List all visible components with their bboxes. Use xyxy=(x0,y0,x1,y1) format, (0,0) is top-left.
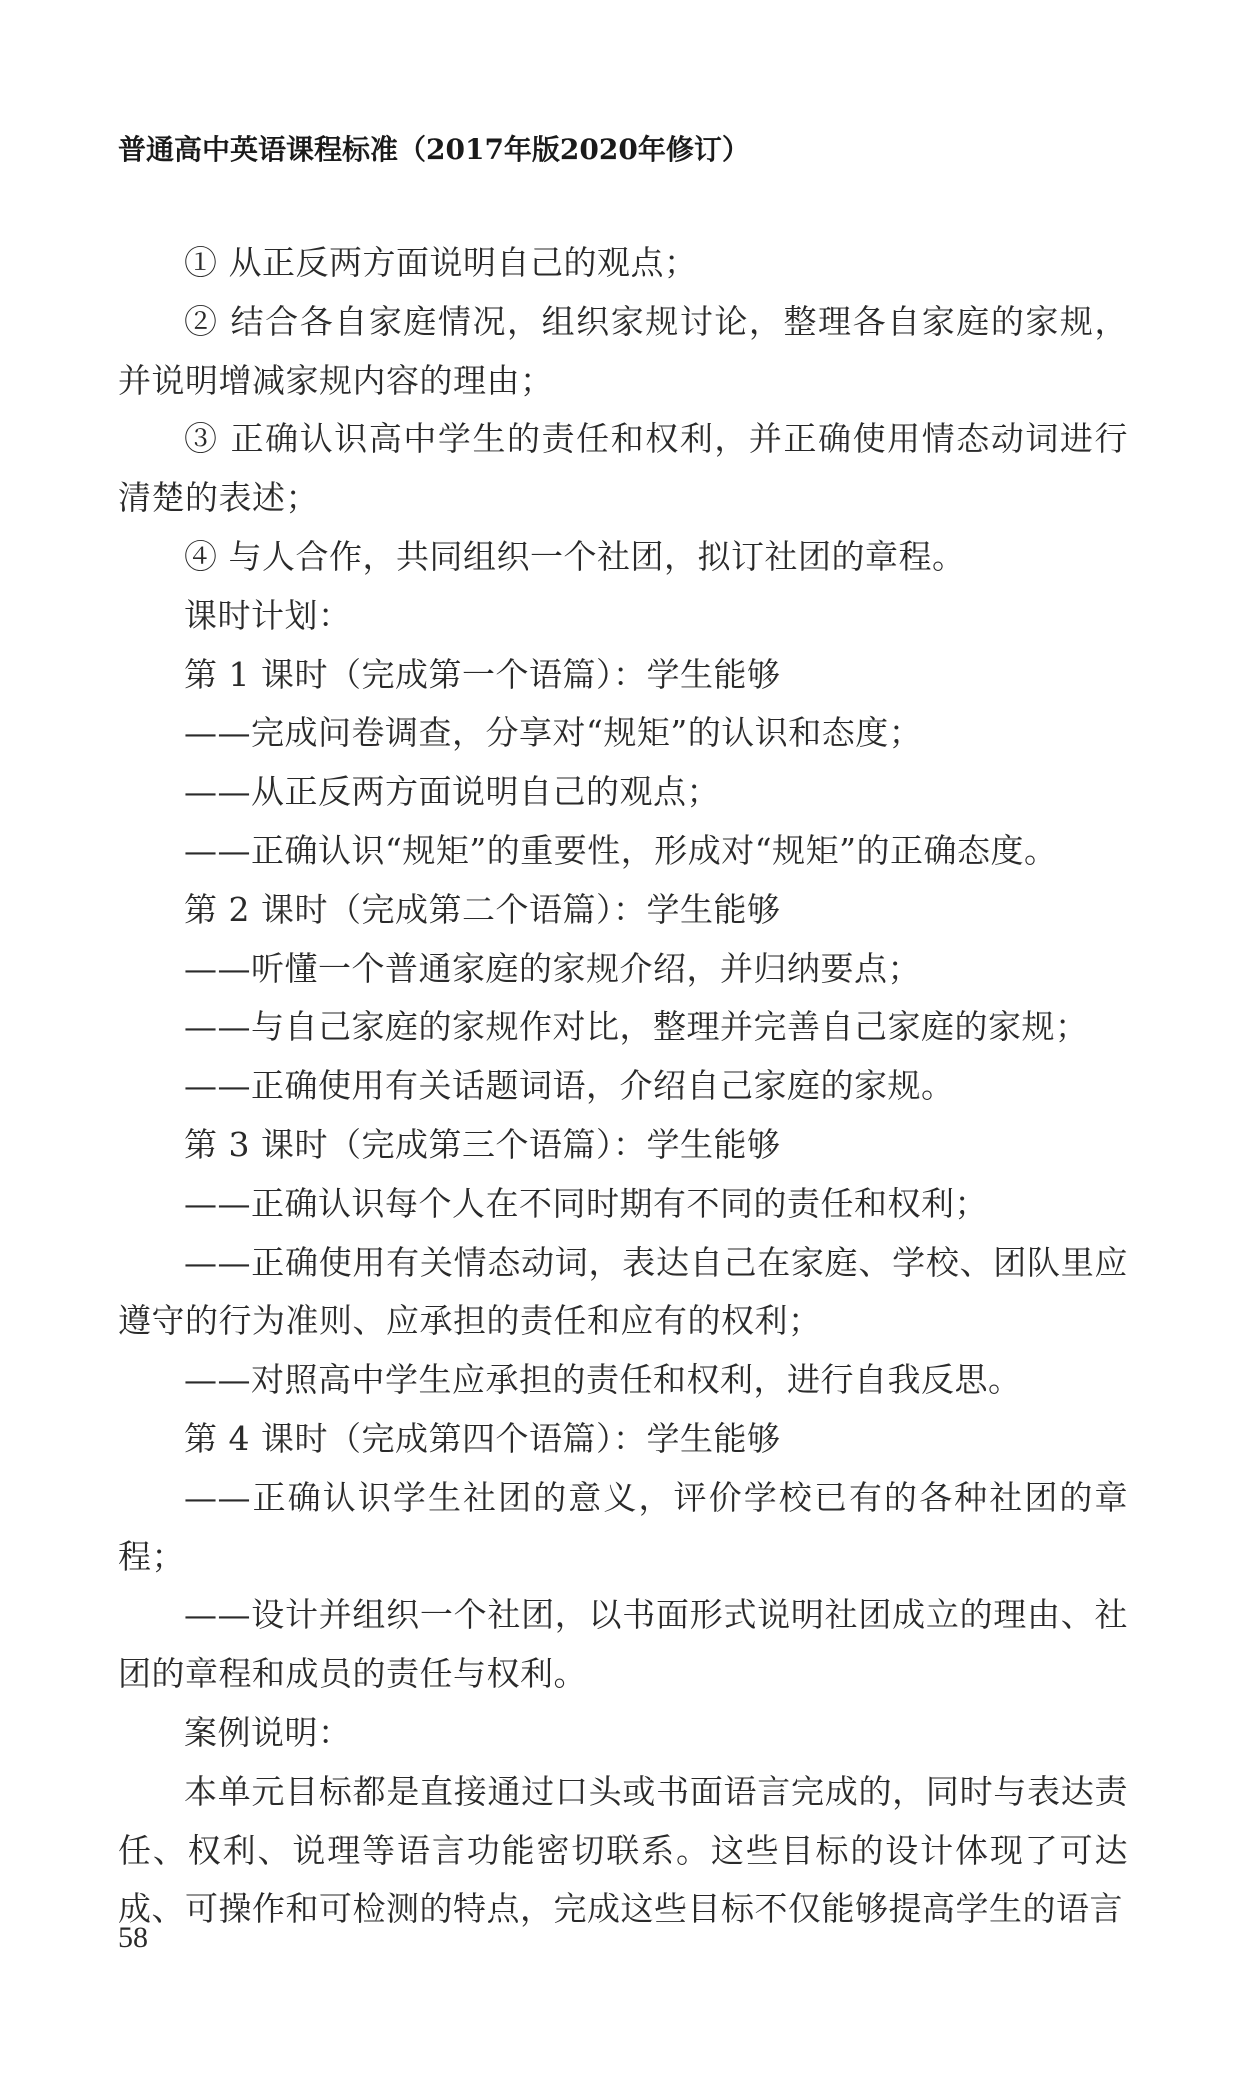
list-item: ——正确使用有关话题词语，介绍自己家庭的家规。 xyxy=(184,1066,955,1106)
section-heading: 案例说明： xyxy=(184,1712,352,1752)
lesson-heading: 第 2 课时（完成第二个语篇）：学生能够 xyxy=(184,889,781,929)
section-heading: 课时计划： xyxy=(184,595,352,635)
list-item: ——正确使用有关情态动词，表达自己在家庭、学校、团队里应遵守的行为准则、应承担的责任和应有的权利； xyxy=(118,1242,1128,1341)
lesson-heading: 第 4 课时（完成第四个语篇）：学生能够 xyxy=(184,1418,781,1458)
paragraph: ② 结合各自家庭情况，组织家规讨论，整理各自家庭的家规，并说明增减家规内容的理由； xyxy=(118,301,1128,400)
list-item: ——正确认识“规矩”的重要性，形成对“规矩”的正确态度。 xyxy=(184,830,1058,870)
paragraph: 本单元目标都是直接通过口头或书面语言完成的，同时与表达责任、权利、说理等语言功能密切联系。这些目标的设计体现了可达成、可操作和可检测的特点，完成这些目标不仅能够提高学生的语言 xyxy=(118,1771,1128,1929)
list-item: ——对照高中学生应承担的责任和权利，进行自我反思。 xyxy=(184,1360,1022,1400)
list-item: ——设计并组织一个社团，以书面形式说明社团成立的理由、社团的章程和成员的责任与权利。 xyxy=(118,1595,1128,1694)
paragraph: ③ 正确认识高中学生的责任和权利，并正确使用情态动词进行清楚的表述； xyxy=(118,419,1128,518)
body-text xyxy=(118,234,1128,1939)
list-item: ——听懂一个普通家庭的家规介绍，并归纳要点； xyxy=(184,948,921,988)
running-header-title: 普通高中英语课程标准（2017年版2020年修订） xyxy=(118,133,750,166)
list-item: ——正确认识每个人在不同时期有不同的责任和权利； xyxy=(184,1183,988,1223)
paragraph: ④ 与人合作，共同组织一个社团，拟订社团的章程。 xyxy=(184,536,966,576)
list-item: ——完成问卷调查，分享对“规矩”的认识和态度； xyxy=(184,713,923,753)
page-number: 58 xyxy=(118,1921,148,1954)
list-item: ——与自己家庭的家规作对比，整理并完善自己家庭的家规； xyxy=(184,1007,1089,1047)
lesson-heading: 第 3 课时（完成第三个语篇）：学生能够 xyxy=(184,1124,781,1164)
paragraph: ① 从正反两方面说明自己的观点； xyxy=(184,243,698,282)
list-item: ——从正反两方面说明自己的观点； xyxy=(184,772,720,812)
lesson-heading: 第 1 课时（完成第一个语篇）：学生能够 xyxy=(184,654,781,694)
list-item: ——正确认识学生社团的意义，评价学校已有的各种社团的章程； xyxy=(118,1477,1128,1576)
